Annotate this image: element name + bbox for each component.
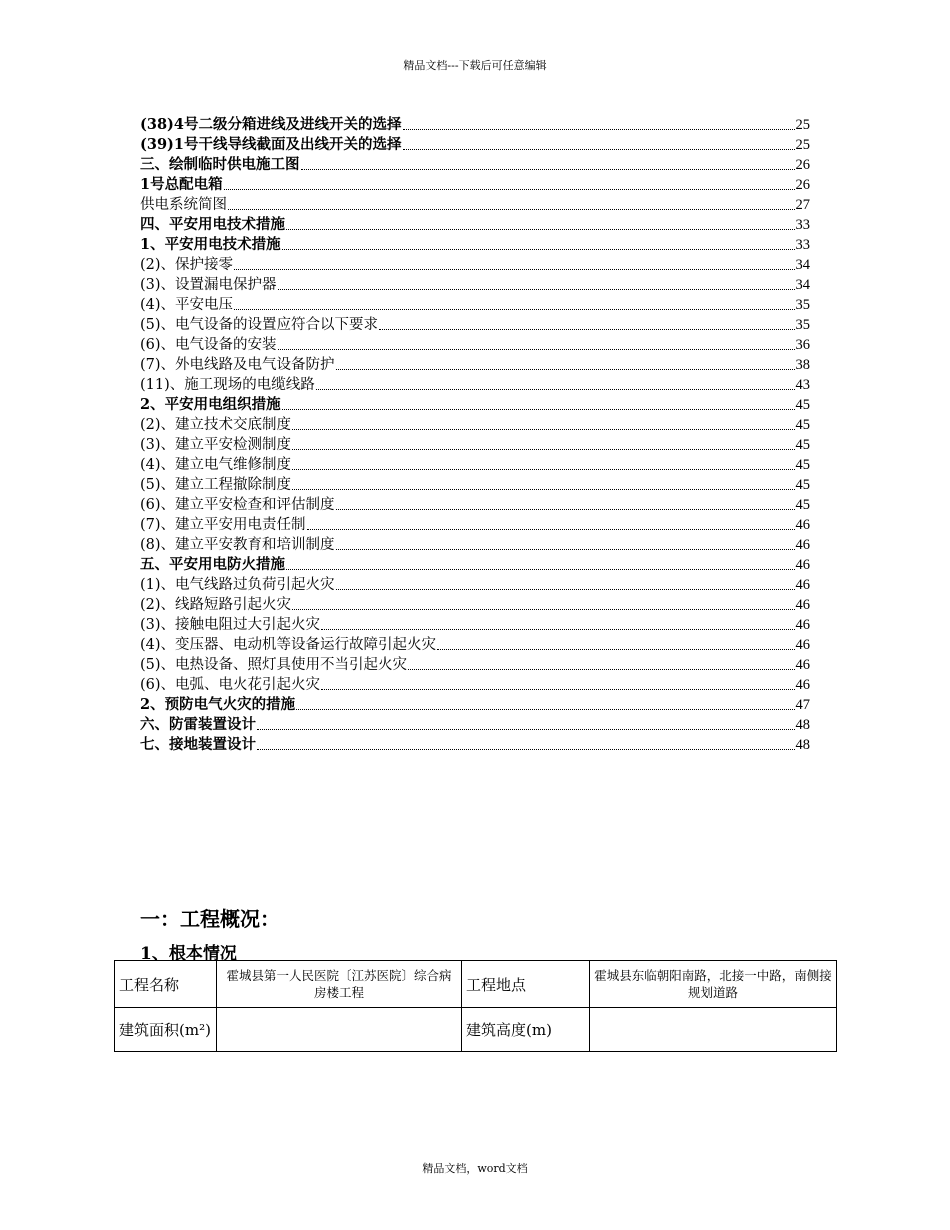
toc-page-number: 48 <box>795 737 810 753</box>
toc-leader-dots <box>316 389 795 390</box>
toc-leader-dots <box>234 269 794 270</box>
toc-entry[interactable] <box>140 314 810 334</box>
toc-entry-title: 五、平安用电防火措施 <box>140 556 285 573</box>
toc-page-number: 26 <box>795 157 810 173</box>
toc-entry-title: (5)、建立工程撤除制度 <box>140 477 292 493</box>
toc-entry[interactable] <box>140 694 810 714</box>
toc-entry[interactable] <box>140 254 810 274</box>
toc-page-number: 47 <box>795 697 810 713</box>
toc-leader-dots <box>292 489 794 490</box>
project-info-table <box>114 960 837 1052</box>
toc-leader-dots <box>403 129 795 130</box>
toc-page-number: 45 <box>795 457 810 473</box>
toc-entry-title: 1、平安用电技术措施 <box>140 236 281 253</box>
toc-leader-dots <box>286 569 795 570</box>
building-height-label: 建筑高度(m) <box>462 1008 590 1052</box>
toc-page-number: 48 <box>795 717 810 733</box>
page-header: 精品文档---下载后可任意编辑 <box>403 59 547 72</box>
floor-area-label: 建筑面积(m²) <box>115 1008 217 1052</box>
toc-leader-dots <box>278 349 795 350</box>
toc-entry[interactable] <box>140 494 810 514</box>
toc-entry[interactable] <box>140 434 810 454</box>
toc-leader-dots <box>257 749 795 750</box>
toc-entry[interactable] <box>140 294 810 314</box>
toc-entry[interactable] <box>140 554 810 574</box>
toc-page-number: 46 <box>795 637 810 653</box>
toc-entry[interactable] <box>140 414 810 434</box>
toc-entry[interactable] <box>140 614 810 634</box>
section-title: 一：工程概况： <box>140 907 280 931</box>
toc-entry-title: 六、防雷装置设计 <box>140 716 256 733</box>
toc-leader-dots <box>336 589 795 590</box>
toc-page-number: 45 <box>795 437 810 453</box>
project-location-value: 霍城县东临朝阳南路，北接一中路，南侧接规划道路 <box>590 961 837 1008</box>
toc-page-number: 33 <box>795 217 810 233</box>
toc-entry[interactable] <box>140 154 810 174</box>
toc-leader-dots <box>234 309 794 310</box>
toc-page-number: 46 <box>795 537 810 553</box>
toc-leader-dots <box>292 449 794 450</box>
toc-entry-title: (4)、平安电压 <box>140 297 234 313</box>
toc-entry[interactable] <box>140 194 810 214</box>
toc-entry[interactable] <box>140 454 810 474</box>
table-row <box>115 961 837 1008</box>
toc-entry-title: (5)、电气设备的设置应符合以下要求 <box>140 317 379 333</box>
toc-entry-title: (4)、变压器、电动机等设备运行故障引起火灾 <box>140 637 437 653</box>
toc-leader-dots <box>307 529 795 530</box>
toc-entry-title: 2、预防电气火灾的措施 <box>140 696 296 713</box>
toc-entry[interactable] <box>140 674 810 694</box>
toc-entry[interactable] <box>140 734 810 754</box>
toc-page-number: 46 <box>795 517 810 533</box>
toc-entry-title: 供电系统简图 <box>140 197 227 213</box>
toc-page-number: 33 <box>795 237 810 253</box>
toc-leader-dots <box>296 709 794 710</box>
toc-leader-dots <box>292 609 794 610</box>
toc-entry-title: 三、绘制临时供电施工图 <box>140 156 300 173</box>
toc-page-number: 45 <box>795 497 810 513</box>
page-footer: 精品文档，word文档 <box>422 1162 528 1175</box>
project-name-value: 霍城县第一人民医院〔江苏医院〕综合病房楼工程 <box>217 961 462 1008</box>
toc-entry[interactable] <box>140 714 810 734</box>
toc-entry-title: 2、平安用电组织措施 <box>140 396 281 413</box>
toc-entry-title: (3)、接触电阻过大引起火灾 <box>140 617 321 633</box>
toc-leader-dots <box>278 289 795 290</box>
toc-page-number: 46 <box>795 597 810 613</box>
toc-page-number: 26 <box>795 177 810 193</box>
toc-leader-dots <box>437 649 794 650</box>
toc-entry-title: (6)、建立平安检查和评估制度 <box>140 497 335 513</box>
toc-entry-title: (8)、建立平安教育和培训制度 <box>140 537 335 553</box>
toc-entry-title: 1号总配电箱 <box>140 176 223 193</box>
toc-entry-title: (2)、建立技术交底制度 <box>140 417 292 433</box>
toc-leader-dots <box>228 209 795 210</box>
toc-page-number: 38 <box>795 357 810 373</box>
toc-page-number: 46 <box>795 617 810 633</box>
toc-entry[interactable] <box>140 514 810 534</box>
toc-entry[interactable] <box>140 274 810 294</box>
toc-leader-dots <box>321 689 794 690</box>
toc-entry[interactable] <box>140 334 810 354</box>
toc-leader-dots <box>292 469 794 470</box>
toc-leader-dots <box>336 549 795 550</box>
toc-entry[interactable] <box>140 634 810 654</box>
toc-entry[interactable] <box>140 234 810 254</box>
toc-entry-title: (11)、施工现场的电缆线路 <box>140 377 315 393</box>
toc-page-number: 45 <box>795 417 810 433</box>
toc-entry-title: (38)4号二级分箱进线及进线开关的选择 <box>140 116 402 133</box>
toc-entry[interactable] <box>140 214 810 234</box>
toc-leader-dots <box>286 229 795 230</box>
toc-entry-title: (2)、线路短路引起火灾 <box>140 597 292 613</box>
toc-entry[interactable] <box>140 474 810 494</box>
project-location-label: 工程地点 <box>462 961 590 1008</box>
toc-entry[interactable] <box>140 654 810 674</box>
toc-page-number: 45 <box>795 397 810 413</box>
toc-page-number: 35 <box>795 297 810 313</box>
toc-leader-dots <box>408 669 794 670</box>
toc-page-number: 45 <box>795 477 810 493</box>
toc-entry[interactable] <box>140 374 810 394</box>
table-of-contents <box>140 114 810 754</box>
toc-entry[interactable] <box>140 574 810 594</box>
toc-entry-title: (39)1号干线导线截面及出线开关的选择 <box>140 136 402 153</box>
toc-entry-title: (7)、建立平安用电责任制 <box>140 517 306 533</box>
toc-entry[interactable] <box>140 174 810 194</box>
toc-page-number: 46 <box>795 577 810 593</box>
toc-page-number: 25 <box>795 137 810 153</box>
toc-entry-title: 七、接地装置设计 <box>140 736 256 753</box>
toc-entry[interactable] <box>140 394 810 414</box>
toc-entry-title: (6)、电气设备的安装 <box>140 337 277 353</box>
toc-entry[interactable] <box>140 594 810 614</box>
toc-page-number: 34 <box>795 257 810 273</box>
toc-leader-dots <box>292 429 794 430</box>
toc-entry[interactable] <box>140 534 810 554</box>
toc-page-number: 27 <box>795 197 810 213</box>
toc-leader-dots <box>224 189 795 190</box>
toc-entry-title: (3)、设置漏电保护器 <box>140 277 277 293</box>
building-height-value <box>590 1008 837 1052</box>
toc-leader-dots <box>321 629 794 630</box>
section-subtitle: 1、根本情况 <box>140 944 237 964</box>
toc-entry-title: 四、平安用电技术措施 <box>140 216 285 233</box>
toc-entry-title: (6)、电弧、电火花引起火灾 <box>140 677 321 693</box>
toc-entry-title: (5)、电热设备、照灯具使用不当引起火灾 <box>140 657 408 673</box>
toc-leader-dots <box>336 509 795 510</box>
toc-page-number: 34 <box>795 277 810 293</box>
toc-leader-dots <box>282 409 795 410</box>
toc-page-number: 25 <box>795 117 810 133</box>
table-row <box>115 1008 837 1052</box>
toc-entry[interactable] <box>140 114 810 134</box>
toc-entry-title: (2)、保护接零 <box>140 257 234 273</box>
toc-leader-dots <box>336 369 795 370</box>
toc-page-number: 36 <box>795 337 810 353</box>
toc-page-number: 35 <box>795 317 810 333</box>
toc-page-number: 46 <box>795 657 810 673</box>
toc-entry[interactable] <box>140 354 810 374</box>
toc-leader-dots <box>282 249 795 250</box>
floor-area-value <box>217 1008 462 1052</box>
toc-entry[interactable] <box>140 134 810 154</box>
toc-leader-dots <box>379 329 794 330</box>
toc-page-number: 46 <box>795 677 810 693</box>
toc-leader-dots <box>403 149 795 150</box>
project-name-label: 工程名称 <box>115 961 217 1008</box>
toc-page-number: 46 <box>795 557 810 573</box>
toc-entry-title: (4)、建立电气维修制度 <box>140 457 292 473</box>
toc-page-number: 43 <box>795 377 810 393</box>
toc-entry-title: (7)、外电线路及电气设备防护 <box>140 357 335 373</box>
toc-entry-title: (1)、电气线路过负荷引起火灾 <box>140 577 335 593</box>
toc-leader-dots <box>257 729 795 730</box>
toc-entry-title: (3)、建立平安检测制度 <box>140 437 292 453</box>
toc-leader-dots <box>301 169 795 170</box>
